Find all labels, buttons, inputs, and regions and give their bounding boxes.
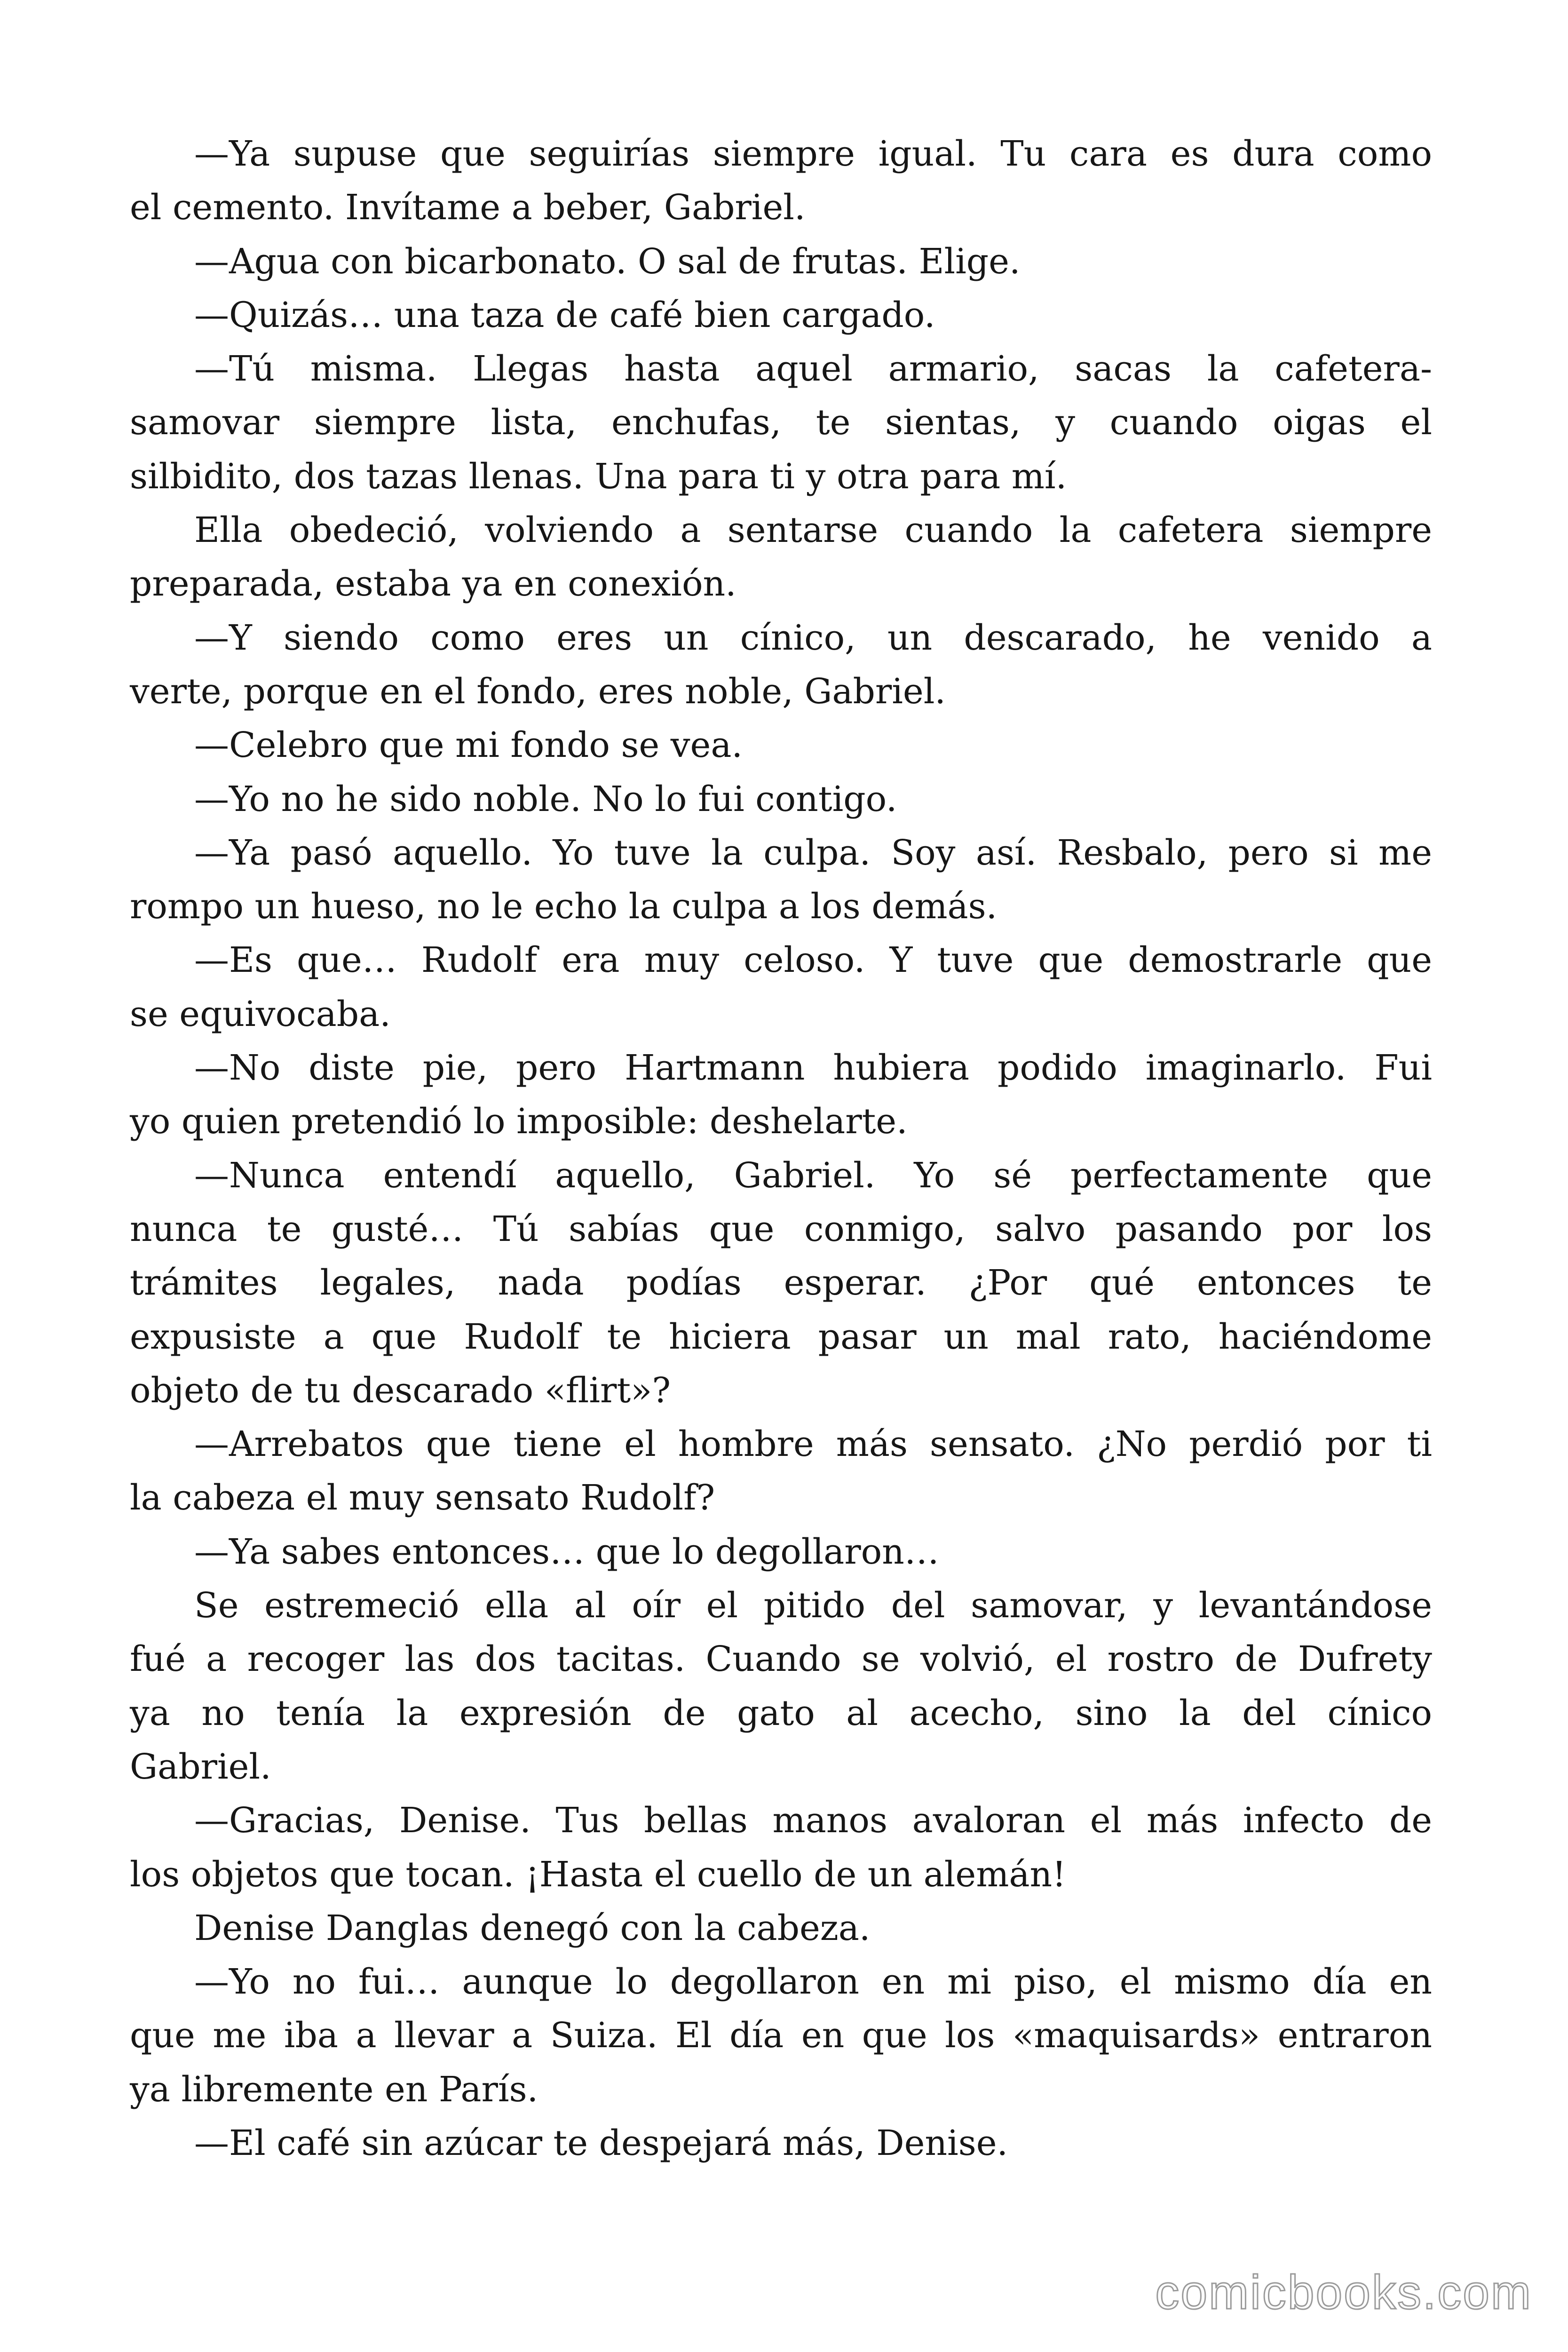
text-line: Gabriel. — [130, 1746, 271, 1787]
paragraph — [130, 1579, 1432, 1794]
text-line: verte, porque en el fondo, eres noble, Gabriel. — [130, 671, 946, 712]
text-line: —Gracias, Denise. Tus bellas manos avaloran el más infecto de — [194, 1800, 1432, 1841]
text-line: Denise Danglas denegó con la cabeza. — [194, 1907, 871, 1948]
paragraph — [130, 1525, 1432, 1579]
text-line: samovar siempre lista, enchufas, te sientas, y cuando oigas el — [130, 402, 1432, 443]
text-line: —Agua con bicarbonato. O sal de frutas. Elige. — [194, 241, 1021, 282]
paragraph — [130, 503, 1432, 611]
paragraph — [130, 1901, 1432, 1955]
text-line: nunca te gusté… Tú sabías que conmigo, salvo pasando por los — [130, 1208, 1432, 1249]
text-line: que me iba a llevar a Suiza. El día en que los «maquisards» entraron — [130, 2015, 1432, 2056]
paragraph — [130, 288, 1432, 342]
text-line: —Ya sabes entonces… que lo degollaron… — [194, 1531, 939, 1572]
paragraph — [130, 772, 1432, 826]
paragraph — [130, 1149, 1432, 1417]
paragraph — [130, 2116, 1432, 2170]
text-line: ya no tenía la expresión de gato al acecho, sino la del cínico — [130, 1692, 1432, 1733]
text-line: —Es que… Rudolf era muy celoso. Y tuve que demostrarle que — [194, 940, 1432, 981]
paragraph — [130, 1955, 1432, 2116]
text-line: el cemento. Invítame a beber, Gabriel. — [130, 187, 806, 228]
text-line: Ella obedeció, volviendo a sentarse cuando la cafetera siempre — [194, 510, 1432, 551]
text-line: —Y siendo como eres un cínico, un descarado, he venido a — [194, 617, 1432, 658]
text-line: rompo un hueso, no le echo la culpa a los demás. — [130, 886, 998, 927]
paragraph — [130, 1417, 1432, 1525]
paragraph — [130, 826, 1432, 934]
text-line: se equivocaba. — [130, 993, 391, 1034]
text-line: —Yo no he sido noble. No lo fui contigo. — [194, 779, 897, 819]
text-line: —Ya supuse que seguirías siempre igual. Tu cara es dura como — [194, 134, 1432, 174]
text-line: preparada, estaba ya en conexión. — [130, 564, 736, 604]
text-line: —Tú misma. Llegas hasta aquel armario, sacas la cafetera- — [194, 349, 1432, 389]
text-line: —Quizás… una taza de café bien cargado. — [194, 294, 935, 335]
text-line: trámites legales, nada podías esperar. ¿Por qué entonces te — [130, 1263, 1432, 1303]
paragraph — [130, 342, 1432, 503]
text-line: fué a recoger las dos tacitas. Cuando se volvió, el rostro de Dufrety — [130, 1639, 1432, 1680]
paragraph — [130, 1041, 1432, 1149]
paragraph — [130, 718, 1432, 772]
paragraph — [130, 235, 1432, 288]
text-line: silbidito, dos tazas llenas. Una para ti y otra para mí. — [130, 456, 1067, 497]
text-line: —Nunca entendí aquello, Gabriel. Yo sé perfectamente que — [194, 1155, 1432, 1196]
paragraph — [130, 933, 1432, 1041]
text-line: Se estremeció ella al oír el pitido del samovar, y levantándose — [194, 1585, 1432, 1626]
text-line: yo quien pretendió lo imposible: deshelarte. — [130, 1101, 908, 1142]
text-line: —Yo no fui… aunque lo degollaron en mi piso, el mismo día en — [194, 1962, 1432, 2002]
text-line: expusiste a que Rudolf te hiciera pasar un mal rato, haciéndome — [130, 1316, 1432, 1357]
paragraph — [130, 127, 1432, 235]
watermark: comicbooks.com — [1155, 2265, 1532, 2319]
text-line: ya libremente en París. — [130, 2069, 539, 2110]
text-line: —El café sin azúcar te despejará más, Denise. — [194, 2122, 1008, 2163]
text-line: —Arrebatos que tiene el hombre más sensato. ¿No perdió por ti — [194, 1424, 1432, 1465]
paragraph — [130, 611, 1432, 719]
text-line: objeto de tu descarado «flirt»? — [130, 1370, 671, 1411]
page-body-text — [130, 127, 1432, 2170]
text-line: los objetos que tocan. ¡Hasta el cuello de un alemán! — [130, 1854, 1066, 1895]
text-line: —No diste pie, pero Hartmann hubiera podido imaginarlo. Fui — [194, 1048, 1432, 1089]
text-line: —Ya pasó aquello. Yo tuve la culpa. Soy así. Resbalo, pero si me — [194, 832, 1432, 873]
text-line: —Celebro que mi fondo se vea. — [194, 725, 743, 766]
text-line: la cabeza el muy sensato Rudolf? — [130, 1478, 715, 1518]
paragraph — [130, 1794, 1432, 1901]
